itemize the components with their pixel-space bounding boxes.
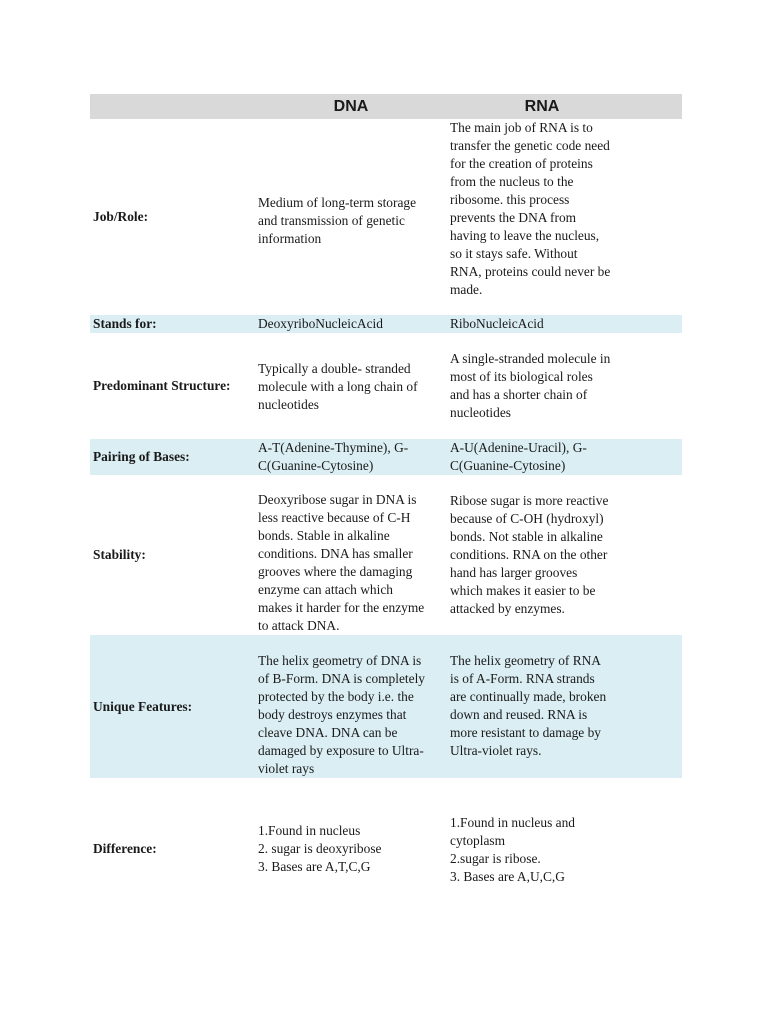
cell-line: Deoxyribose sugar in DNA is bbox=[258, 492, 417, 507]
row-label: Pairing of Bases: bbox=[93, 449, 190, 464]
cell-line: so it stays safe. Without bbox=[450, 246, 578, 261]
cell-line: A single-stranded molecule in bbox=[450, 351, 611, 366]
cell-line: Ribose sugar is more reactive bbox=[450, 493, 609, 508]
dna-cell bbox=[254, 439, 448, 475]
table-row-stands-for bbox=[90, 315, 682, 333]
rna-cell bbox=[448, 814, 636, 886]
cell-line: bonds. Stable in alkaline bbox=[258, 528, 390, 543]
cell-line: down and reused. RNA is bbox=[450, 706, 588, 722]
cell-line: less reactive because of C-H bbox=[258, 510, 411, 525]
cell-line: 3. Bases are A,T,C,G bbox=[258, 859, 371, 874]
row-label: Job/Role: bbox=[93, 209, 149, 224]
dna-cell bbox=[254, 822, 448, 876]
cell-line: most of its biological roles bbox=[450, 369, 593, 384]
dna-cell bbox=[254, 652, 448, 778]
comparison-table bbox=[90, 94, 682, 920]
cell-line: 1.Found in nucleus and bbox=[450, 815, 575, 830]
cell-line: nucleotides bbox=[258, 397, 319, 412]
cell-line: transfer the genetic code need bbox=[450, 138, 610, 153]
cell-line: Ultra-violet rays. bbox=[450, 742, 542, 758]
dna-cell bbox=[254, 360, 448, 414]
row-label: Difference: bbox=[93, 841, 157, 856]
row-label: Stands for: bbox=[93, 316, 157, 331]
cell-line: made. bbox=[450, 282, 483, 297]
cell-line: from the nucleus to the bbox=[450, 174, 574, 189]
cell-line: protected by the body i.e. the bbox=[258, 688, 414, 704]
rna-cell bbox=[448, 350, 636, 422]
cell-line: RNA, proteins could never be bbox=[450, 264, 611, 279]
dna-cell bbox=[254, 491, 448, 635]
cell-line: A-U(Adenine-Uracil), G- bbox=[450, 440, 587, 455]
table-row-predominant-structure bbox=[90, 333, 682, 439]
cell-line: The main job of RNA is to bbox=[450, 120, 593, 135]
cell-line: which makes it easier to be bbox=[450, 583, 596, 598]
cell-line: The helix geometry of RNA bbox=[450, 652, 601, 668]
row-label: Unique Features: bbox=[93, 698, 193, 714]
table-row-stability bbox=[90, 475, 682, 635]
rna-cell bbox=[448, 119, 636, 299]
cell-line: molecule with a long chain of bbox=[258, 379, 418, 394]
cell-line: conditions. DNA has smaller bbox=[258, 546, 413, 561]
table-row-pairing-of-bases bbox=[90, 439, 682, 475]
cell-line: cleave DNA. DNA can be bbox=[258, 724, 398, 740]
column-header-dna: DNA bbox=[333, 98, 369, 115]
cell-line: RiboNucleicAcid bbox=[450, 316, 544, 331]
rna-cell bbox=[448, 652, 636, 760]
cell-line: makes it harder for the enzyme bbox=[258, 600, 425, 615]
cell-line: violet rays bbox=[258, 760, 315, 776]
table-row-job-role bbox=[90, 119, 682, 315]
table-header bbox=[90, 94, 682, 119]
cell-line: enzyme can attach which bbox=[258, 582, 393, 597]
cell-line: Medium of long-term storage bbox=[258, 195, 417, 210]
cell-line: The helix geometry of DNA is bbox=[258, 652, 422, 668]
cell-line: 2.sugar is ribose. bbox=[450, 851, 541, 866]
table-row-unique-features bbox=[90, 635, 682, 778]
cell-line: 3. Bases are A,U,C,G bbox=[450, 869, 565, 884]
cell-line: bonds. Not stable in alkaline bbox=[450, 529, 603, 544]
cell-line: prevents the DNA from bbox=[450, 210, 577, 225]
cell-line: having to leave the nucleus, bbox=[450, 228, 600, 243]
cell-line: DeoxyriboNucleicAcid bbox=[258, 316, 383, 331]
cell-line: to attack DNA. bbox=[258, 618, 340, 633]
cell-line: because of C-OH (hydroxyl) bbox=[450, 511, 604, 526]
rna-cell bbox=[448, 439, 636, 475]
rna-cell bbox=[448, 315, 636, 333]
cell-line: attacked by enzymes. bbox=[450, 601, 565, 616]
cell-line: for the creation of proteins bbox=[450, 156, 593, 171]
cell-line: C(Guanine-Cytosine) bbox=[258, 458, 374, 473]
cell-line: and transmission of genetic bbox=[258, 213, 405, 228]
cell-line: is of A-Form. RNA strands bbox=[450, 670, 595, 686]
cell-line: cytoplasm bbox=[450, 833, 506, 848]
cell-line: hand has larger grooves bbox=[450, 565, 578, 580]
cell-line: 1.Found in nucleus bbox=[258, 823, 361, 838]
cell-line: more resistant to damage by bbox=[450, 724, 601, 740]
cell-line: are continually made, broken bbox=[450, 688, 607, 704]
cell-line: A-T(Adenine-Thymine), G- bbox=[258, 440, 409, 455]
dna-cell bbox=[254, 315, 448, 333]
cell-line: C(Guanine-Cytosine) bbox=[450, 458, 566, 473]
cell-line: nucleotides bbox=[450, 405, 511, 420]
cell-line: and has a shorter chain of bbox=[450, 387, 588, 402]
cell-line: conditions. RNA on the other bbox=[450, 547, 608, 562]
cell-line: body destroys enzymes that bbox=[258, 706, 407, 722]
cell-line: damaged by exposure to Ultra- bbox=[258, 742, 424, 758]
cell-line: Typically a double- stranded bbox=[258, 361, 411, 376]
table-row-difference bbox=[90, 778, 682, 920]
row-label: Predominant Structure: bbox=[93, 378, 231, 393]
column-header-rna: RNA bbox=[524, 98, 560, 115]
rna-cell bbox=[448, 492, 636, 618]
row-label: Stability: bbox=[93, 547, 146, 562]
dna-cell bbox=[254, 194, 448, 248]
cell-line: grooves where the damaging bbox=[258, 564, 413, 579]
cell-line: ribosome. this process bbox=[450, 192, 570, 207]
cell-line: 2. sugar is deoxyribose bbox=[258, 841, 382, 856]
cell-line: information bbox=[258, 231, 322, 246]
cell-line: of B-Form. DNA is completely bbox=[258, 670, 425, 686]
